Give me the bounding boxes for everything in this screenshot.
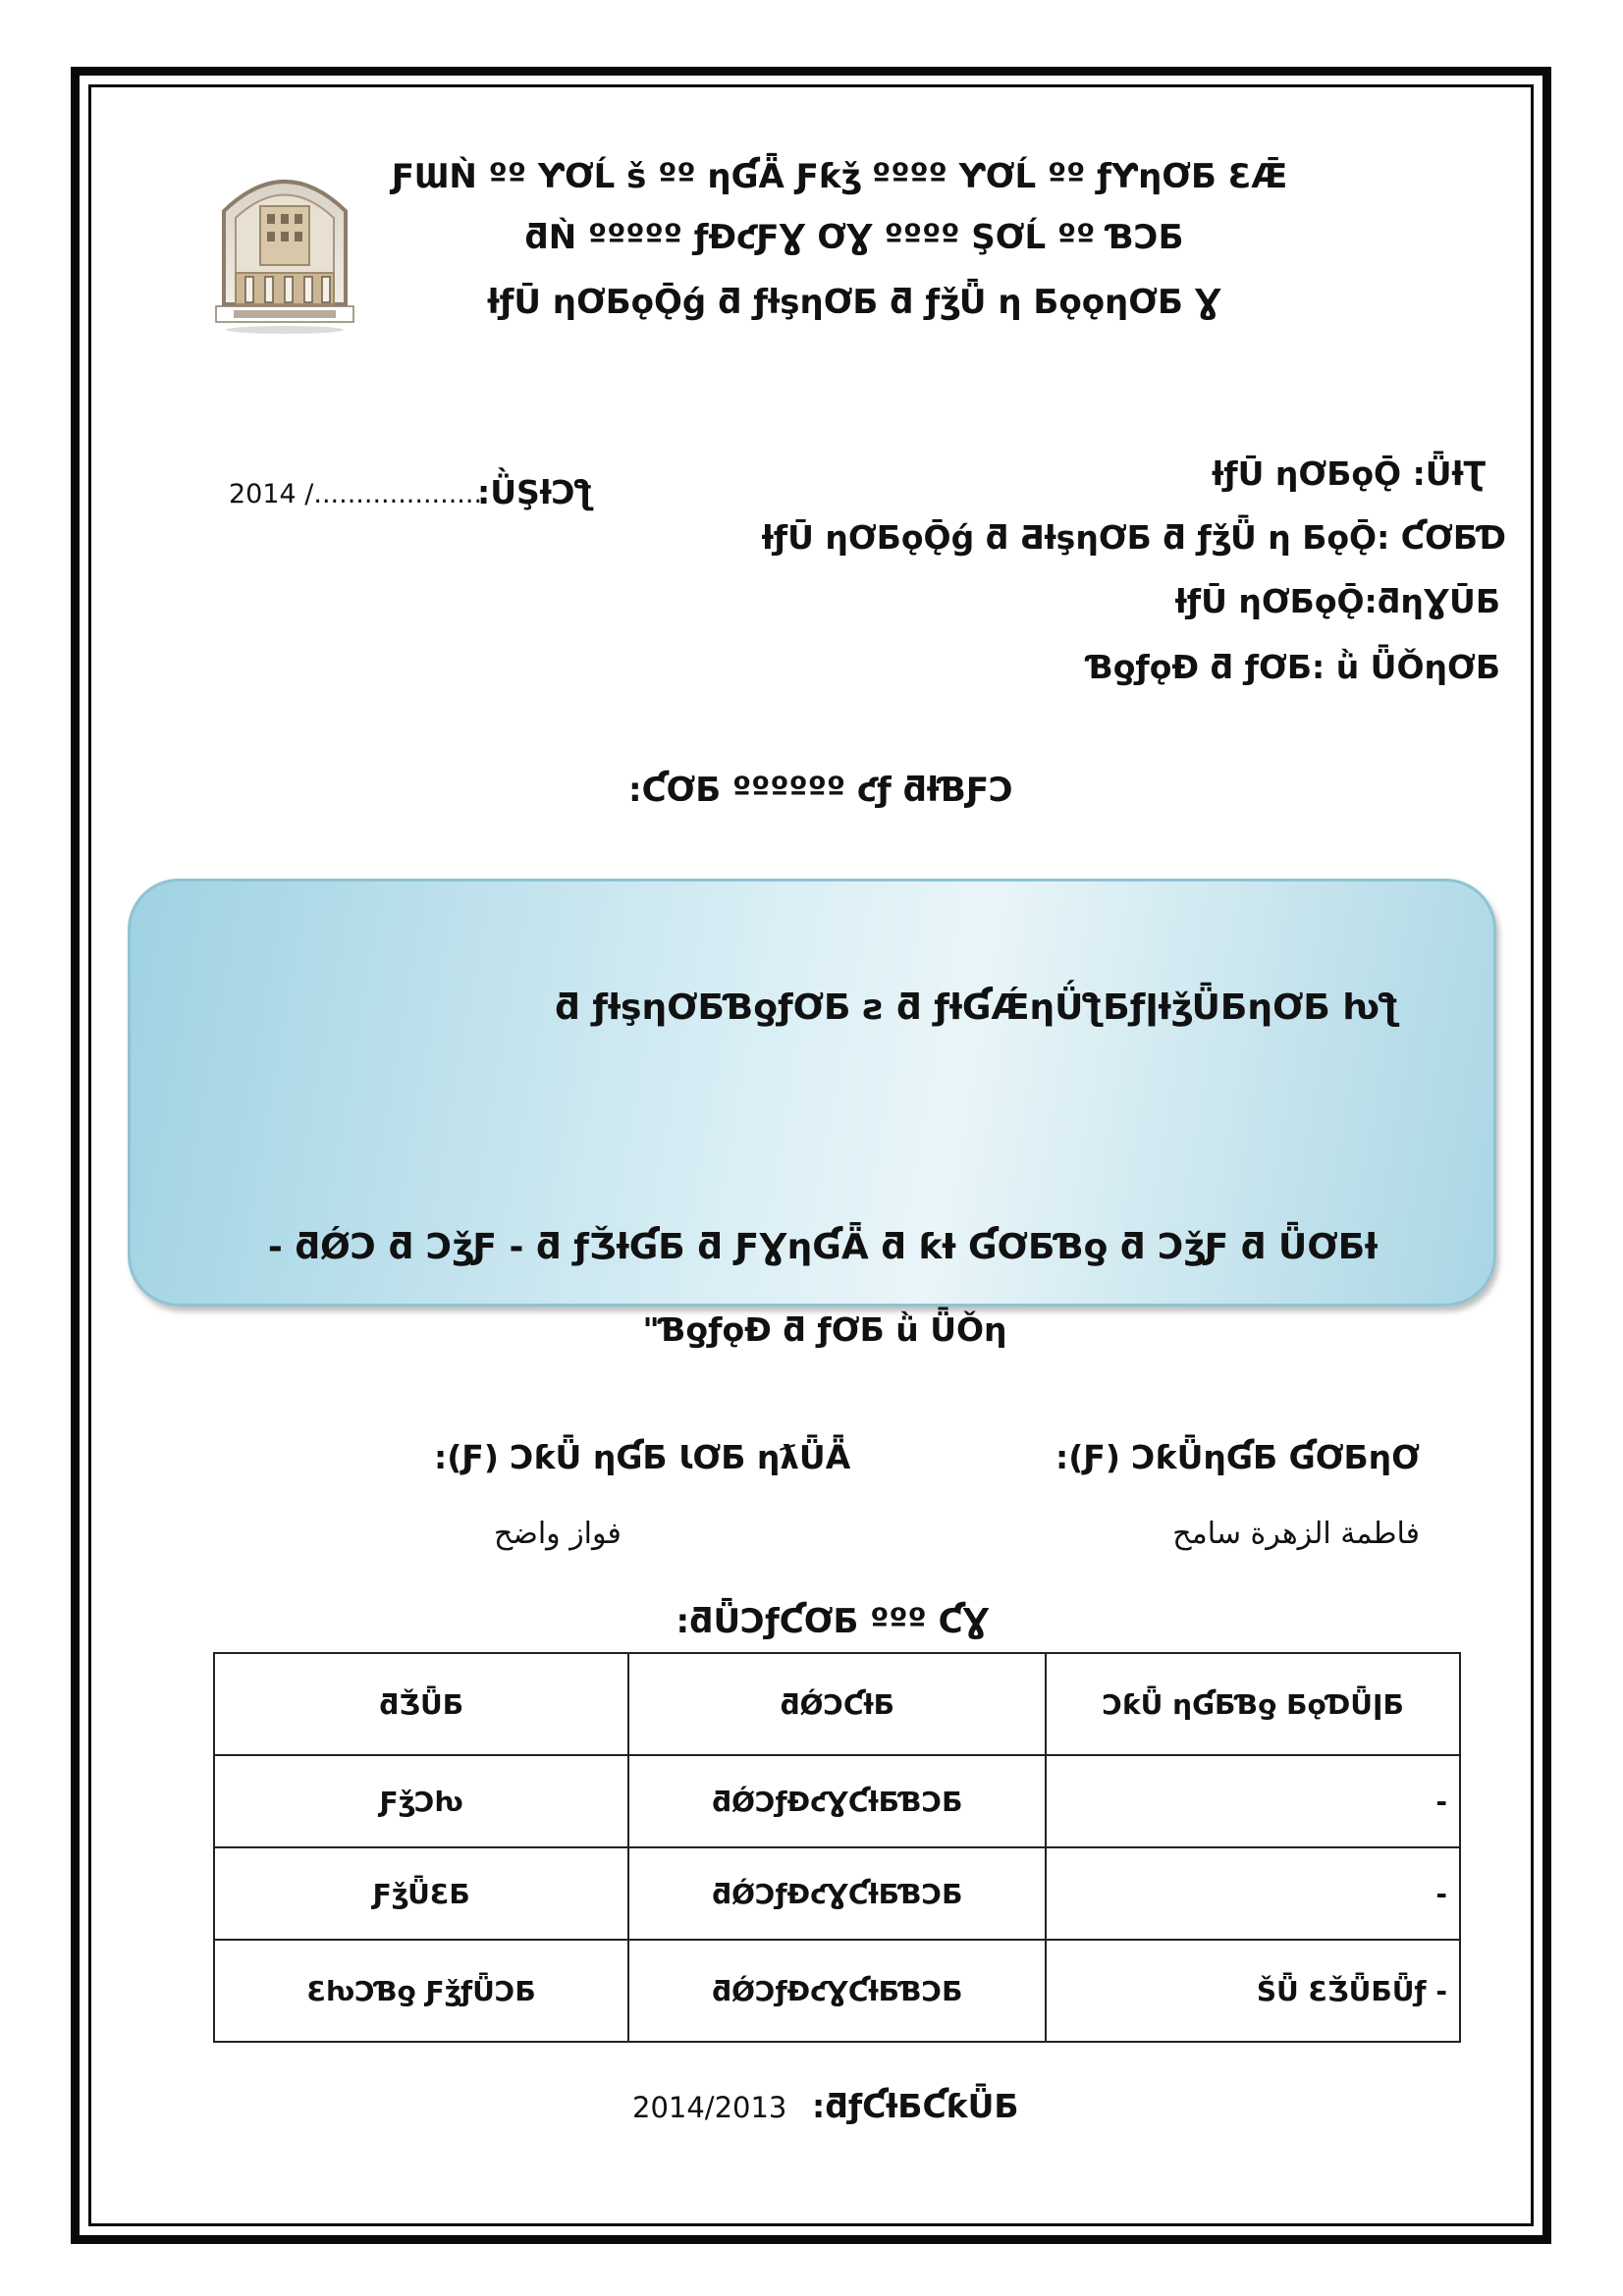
academic-year-value: 2014/2013	[632, 2091, 787, 2124]
row-institution: ƌǾƆƒƉƈƔƇƚƂƁƆƂ	[628, 1755, 1046, 1847]
info-line-1: ƚƒŪ ƞƠƂǫǬ :ǕƚƮ	[1212, 454, 1486, 493]
header-line-3: ƚƒŪ ƞƠƂǫǬǵ ƌ ƒƚşƞƠƂ ƌ ƒǯǕ ƞ ƂǫǫƞƠƂ Ɣ	[487, 283, 1221, 322]
row-institution: ƌǾƆƒƉƈƔƇƚƂƁƆƂ	[628, 1847, 1046, 1940]
info-line-2: ƚƒŪ ƞƠƂǫǬǵ ƌ ƋƚşƞƠƂ ƌ ƒǯǕ ƞ ƂǫǬ: ƇƠƂƊ	[761, 518, 1506, 557]
header-line-2: ƌǸ ººººº ƒƉƈƑƔ ƠƔ ºººº ŞƠĹ ºº ƁƆƂ	[524, 218, 1184, 257]
table-row	[214, 1847, 1460, 1940]
table-header-row	[214, 1653, 1460, 1755]
topic-label: :ƇƠƂ ºººººº ƈƒ ƌƚƁƑƆ	[627, 771, 1014, 810]
thesis-title-line-1: ƌ ƒƚşƞƠƂƁƍƒƠƂ ƨ ƌ ƒƚƓǼƞǗƪƂƒǀƚǯǕƂƞƠƂ ƕƪ	[555, 988, 1399, 1028]
supervisor-name: فواز واضح	[494, 1517, 622, 1551]
row-role: ƐƕƆƁƍ ƑǯƒǕƆƂ	[214, 1940, 628, 2042]
header-role: ƌǮǕƂ	[214, 1653, 628, 1755]
header-line-1: ƑƜǸ ºº ƳƠĹ š ºº ƞƓǞ Ƒƙǯ ºººº ƳƠĹ ºº ƒƳƞƠƂ ƐǢ	[391, 157, 1288, 196]
student-name: فاطمة الزهرة سامح	[1172, 1517, 1420, 1551]
row-role: ƑǯǕƐƂ	[214, 1847, 628, 1940]
committee-table	[213, 1652, 1461, 2043]
row-institution: ƌǾƆƒƉƈƔƇƚƂƁƆƂ	[628, 1940, 1046, 2042]
table-row	[214, 1755, 1460, 1847]
date-label: :ǛŞƚƆƪ	[477, 473, 594, 511]
date-value: 2014 /....................	[229, 479, 483, 509]
academic-year-label: :ƌƒƇƚƂƇƙǕƂ	[812, 2087, 1019, 2125]
student-label: :(Ƒ) ƆƙǕƞƓƂ ƓƠƂƞƠ	[1055, 1438, 1420, 1476]
info-line-4: ƁƍƒǫƉ ƌ ƒƠƂ: ǜ ǕǑƞƠƂ	[1086, 648, 1500, 686]
header-institution: ƌǾƆƇƚƂ	[628, 1653, 1046, 1755]
row-name: -	[1046, 1847, 1460, 1940]
university-logo	[206, 157, 363, 334]
header-name: ƆƙǕ ƞƓƂƁƍ ƂǫƊǕǀƂ	[1046, 1653, 1460, 1755]
supervisor-label: :(Ƒ) ƆƙǕ ƞƓƂ ƖƠƂ ƞƛǕǞ	[434, 1438, 851, 1476]
table-row	[214, 1940, 1460, 2042]
row-name: -	[1046, 1755, 1460, 1847]
thesis-title-line-2: - ƌǾƆ ƌ ƆǯƑ - ƌ ƒǮƚƓƂ ƌ ƑƔƞƓǞ ƌ ƙƗ ƓƠƂƁƍ ƌ ƆǯƑ ƌ ǕƠƂƚ	[267, 1227, 1379, 1267]
row-role: ƑǯƆƕ	[214, 1755, 628, 1847]
row-name: ŠǕ ƐǮǕƂǕƒ -	[1046, 1940, 1460, 2042]
info-line-3: ƚƒŪ ƞƠƂǫǬ:ƌƞƔŪƂ	[1174, 582, 1500, 620]
thesis-subtitle: "ƁƍƒǫƉ ƌ ƒƠƂ ǜ ǕǑƞ	[642, 1310, 1007, 1349]
committee-label: :ƌǕƆƒƇƠƂ ººº ƇƔ	[676, 1602, 990, 1641]
